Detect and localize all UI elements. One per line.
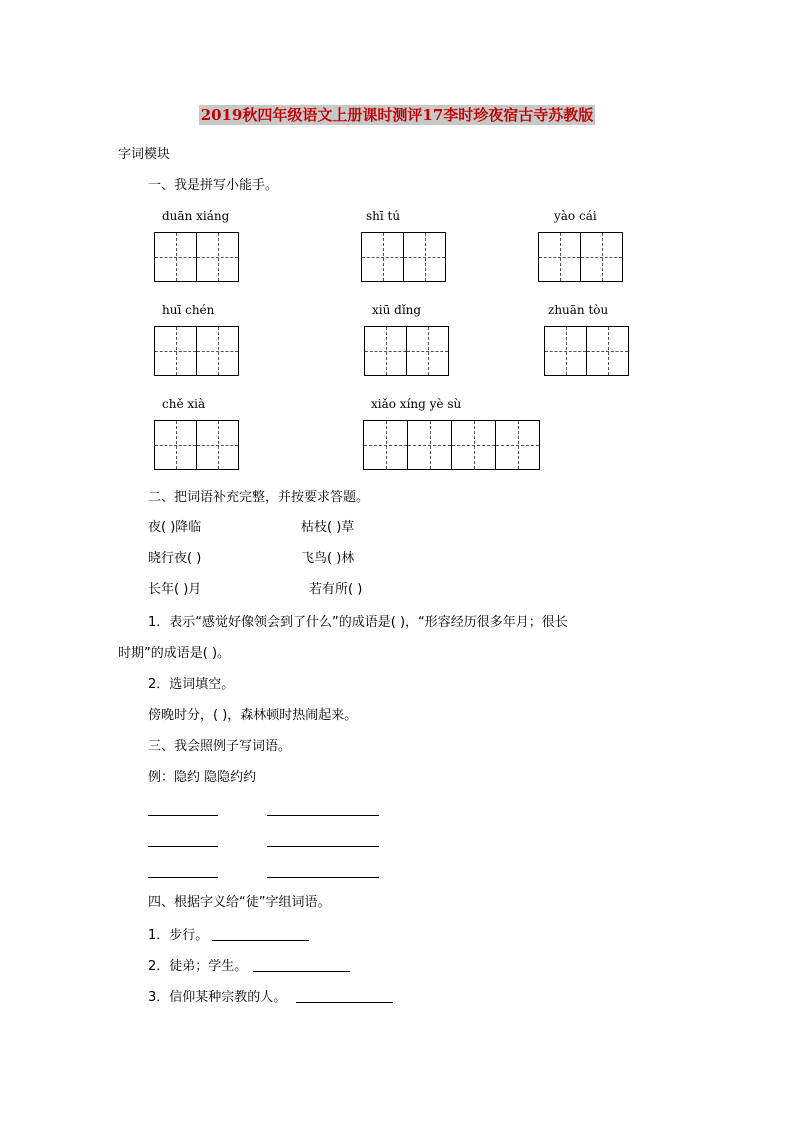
grid-cell[interactable] [364,326,407,376]
pinyin-label: zhuān tòu [548,303,609,317]
grid-cell[interactable] [154,420,197,470]
answer-line[interactable] [148,846,218,847]
q1-heading: 一、我是拼写小能手。 [148,178,279,193]
grid-cell[interactable] [451,420,496,470]
q4-item2: 2．徒弟；学生。 [148,959,248,974]
grid-cell[interactable] [406,326,449,376]
q2-item1-cont: 时期”的成语是( )。 [118,646,231,661]
grid-cell[interactable] [403,232,446,282]
writing-grid[interactable] [538,232,623,282]
grid-cell[interactable] [154,326,197,376]
q4-item3: 3．信仰某种宗教的人。 [148,990,287,1005]
writing-grid[interactable] [361,232,446,282]
grid-cell[interactable] [196,420,239,470]
writing-grid[interactable] [364,326,449,376]
answer-line[interactable] [267,877,379,878]
pinyin-label: yào cái [554,209,597,223]
q2-item2: 2．选词填空。 [148,677,235,692]
answer-line[interactable] [267,815,379,816]
q2-item2-text: 傍晚时分，( )，森林顿时热闹起来。 [148,708,358,723]
pinyin-label: duān xiáng [162,209,230,223]
pinyin-label: xiū dǐng [372,303,422,317]
idiom-fill: 若有所( ) [309,582,363,597]
pinyin-label: shī tú [366,209,401,223]
idiom-fill: 飞鸟( )林 [301,551,355,566]
q2-heading: 二、把词语补充完整，并按要求答题。 [148,490,370,505]
idiom-fill: 夜( )降临 [148,520,202,535]
grid-cell[interactable] [586,326,629,376]
grid-cell[interactable] [544,326,587,376]
q3-example: 例：隐约 隐隐约约 [148,770,257,785]
grid-cell[interactable] [363,420,408,470]
answer-line[interactable] [212,940,309,941]
answer-line[interactable] [148,815,218,816]
grid-cell[interactable] [407,420,452,470]
grid-cell[interactable] [154,232,197,282]
answer-line[interactable] [267,846,379,847]
q3-heading: 三、我会照例子写词语。 [148,739,292,754]
grid-cell[interactable] [196,326,239,376]
q4-heading: 四、根据字义给“徒”字组词语。 [148,895,331,910]
q2-item1: 1．表示“感觉好像领会到了什么”的成语是( )，“形容经历很多年月；很长 [148,615,568,630]
idiom-fill: 枯枝( )草 [301,520,355,535]
module-label: 字词模块 [118,147,171,162]
grid-cell[interactable] [580,232,623,282]
writing-grid[interactable] [154,232,239,282]
grid-cell[interactable] [361,232,404,282]
q4-item1: 1．步行。 [148,928,209,943]
writing-grid[interactable] [154,326,239,376]
grid-cell[interactable] [538,232,581,282]
answer-line[interactable] [148,877,218,878]
document-title: 2019秋四年级语文上册课时测评17李时珍夜宿古寺苏教版 [200,106,594,124]
writing-grid[interactable] [154,420,239,470]
writing-grid[interactable] [544,326,629,376]
idiom-fill: 晓行夜( ) [148,551,202,566]
pinyin-label: xiǎo xíng yè sù [371,397,462,411]
grid-cell[interactable] [196,232,239,282]
pinyin-label: chě xià [162,397,206,411]
idiom-fill: 长年( )月 [148,582,202,597]
grid-cell[interactable] [495,420,540,470]
writing-grid[interactable] [363,420,540,470]
answer-line[interactable] [253,971,350,972]
answer-line[interactable] [296,1002,393,1003]
pinyin-label: huī chén [162,303,215,317]
